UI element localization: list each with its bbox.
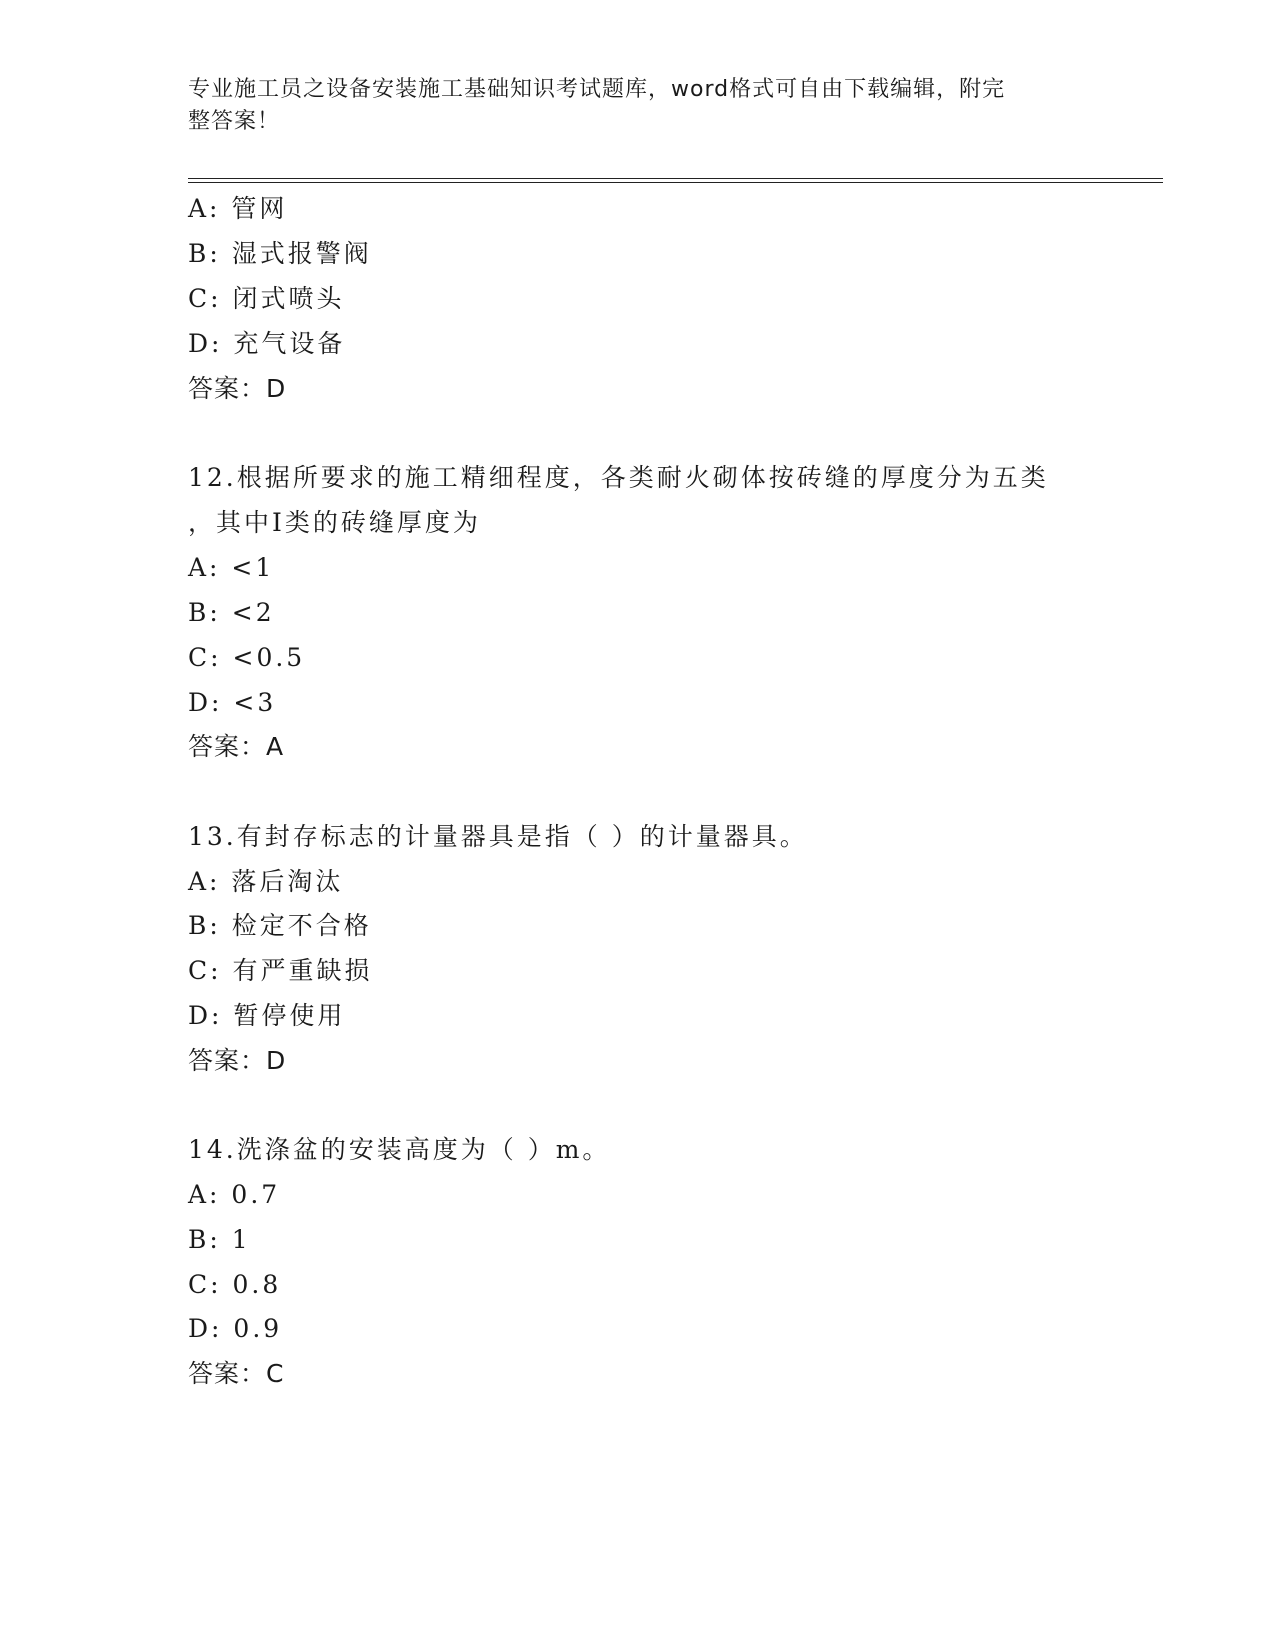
q13-stem: 13.有封存标志的计量器具是指（ ）的计量器具。 [188, 822, 808, 851]
q13-option-a: A: 落后淘汰 [188, 867, 344, 896]
q12-stem-line-1: 12.根据所要求的施工精细程度，各类耐火砌体按砖缝的厚度分为五类 [188, 463, 1049, 492]
header-divider-bottom [188, 182, 1163, 183]
q11-option-b: B: 湿式报警阀 [188, 239, 372, 268]
q12-option-d: D: <3 [188, 688, 277, 717]
header-divider-top [188, 178, 1163, 179]
q12-stem-line-2: ，其中Ⅰ类的砖缝厚度为 [188, 508, 481, 537]
q12-option-a: A: <1 [188, 553, 275, 582]
q14-option-b: B: 1 [188, 1225, 251, 1254]
header-title-line-1: 专业施工员之设备安装施工基础知识考试题库，word格式可自由下载编辑，附完 [188, 77, 1006, 102]
q13-option-d: D: 暂停使用 [188, 1001, 346, 1030]
q12-option-c: C: <0.5 [188, 643, 306, 672]
q11-option-a: A: 管网 [188, 194, 288, 223]
q13-option-c: C: 有严重缺损 [188, 956, 373, 985]
header-title-line-2: 整答案！ [188, 109, 281, 134]
q12-answer: 答案：A [188, 732, 285, 761]
q14-option-a: A: 0.7 [188, 1180, 281, 1209]
q14-option-d: D: 0.9 [188, 1314, 283, 1343]
document-header [188, 74, 1088, 138]
q13-option-b: B: 检定不合格 [188, 911, 372, 940]
q14-stem: 14.洗涤盆的安装高度为（ ）m。 [188, 1135, 611, 1164]
q12-option-b: B: <2 [188, 598, 275, 627]
q14-answer: 答案：C [188, 1359, 285, 1388]
q13-answer: 答案：D [188, 1046, 287, 1075]
q11-answer: 答案：D [188, 374, 287, 403]
q11-option-d: D: 充气设备 [188, 329, 346, 358]
q11-option-c: C: 闭式喷头 [188, 284, 345, 313]
q14-option-c: C: 0.8 [188, 1270, 282, 1299]
